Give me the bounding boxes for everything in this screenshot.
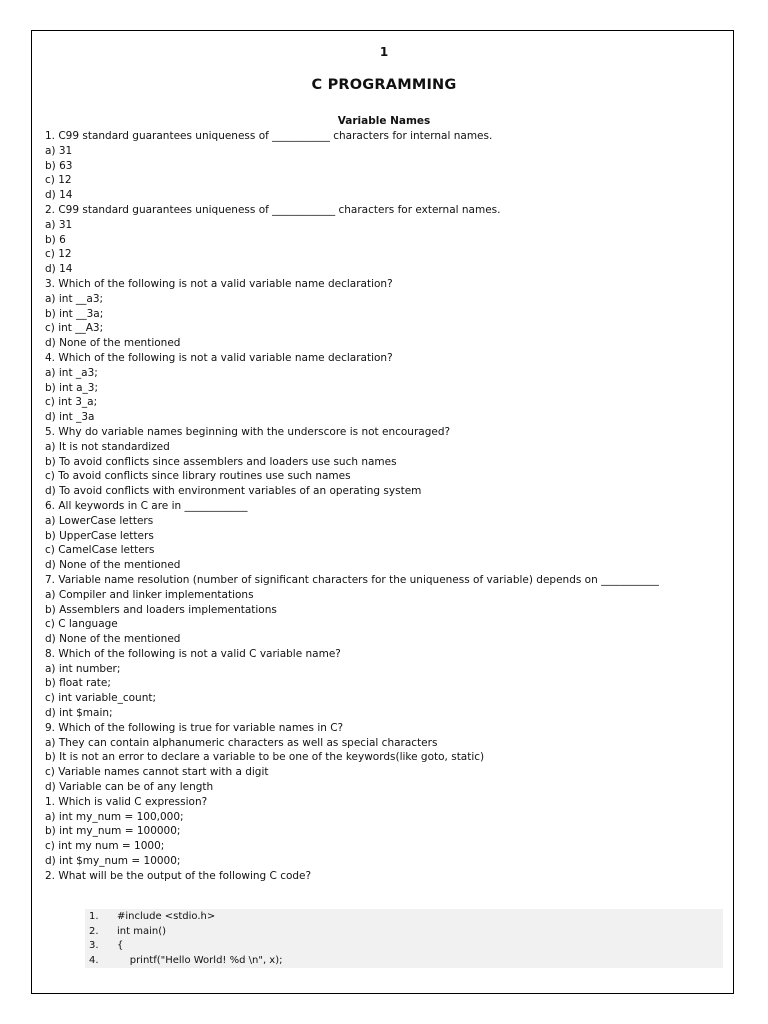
code-line-number: 2. bbox=[89, 925, 99, 937]
text-line: d) None of the mentioned bbox=[45, 559, 181, 572]
text-line: d) None of the mentioned bbox=[45, 633, 181, 646]
code-line-number: 3. bbox=[89, 940, 99, 952]
text-line: c) C language bbox=[45, 618, 118, 631]
text-line: c) 12 bbox=[45, 174, 72, 187]
text-line: d) None of the mentioned bbox=[45, 337, 181, 350]
document-title: C PROGRAMMING bbox=[311, 77, 457, 93]
code-line-text: { bbox=[117, 940, 124, 952]
text-line: d) int $my_num = 10000; bbox=[45, 855, 181, 868]
text-line: b) It is not an error to declare a variable to be one of the keywords(like goto, static) bbox=[45, 751, 485, 764]
section-title: Variable Names bbox=[337, 115, 431, 127]
text-line: a) It is not standardized bbox=[45, 440, 170, 453]
text-line: 3. Which of the following is not a valid variable name declaration? bbox=[45, 277, 393, 290]
text-line: a) LowerCase letters bbox=[45, 514, 154, 527]
code-line bbox=[85, 925, 723, 940]
code-line bbox=[85, 939, 723, 954]
text-line: a) They can contain alphanumeric characters as well as special characters bbox=[45, 736, 438, 749]
code-line-number: 1. bbox=[89, 911, 99, 922]
code-line-text: #include <stdio.h> bbox=[117, 911, 216, 922]
text-line: d) To avoid conflicts with environment variables of an operating system bbox=[45, 485, 422, 498]
code-line-number: 4. bbox=[89, 954, 99, 966]
code-line bbox=[85, 910, 723, 925]
text-line: b) UpperCase letters bbox=[45, 529, 154, 542]
code-snippet bbox=[85, 909, 723, 968]
text-line: b) float rate; bbox=[45, 677, 111, 690]
text-line: c) CamelCase letters bbox=[45, 544, 155, 557]
text-line: 2. What will be the output of the following C code? bbox=[45, 869, 312, 882]
text-line: b) int __3a; bbox=[45, 307, 104, 320]
page-number: 1 bbox=[379, 45, 389, 59]
text-line: a) int number; bbox=[45, 662, 121, 675]
text-line: 4. Which of the following is not a valid variable name declaration? bbox=[45, 351, 393, 364]
text-line: a) int my_num = 100,000; bbox=[45, 810, 184, 823]
text-line: 1. C99 standard guarantees uniqueness of ___________ characters for internal names. bbox=[45, 130, 493, 142]
question-list bbox=[45, 129, 725, 884]
text-line: d) int _3a bbox=[45, 411, 95, 424]
text-line: b) 6 bbox=[45, 233, 66, 246]
text-line: d) Variable can be of any length bbox=[45, 781, 214, 794]
text-line: c) To avoid conflicts since library routines use such names bbox=[45, 470, 351, 483]
text-line: c) int variable_count; bbox=[45, 692, 157, 705]
text-line: d) 14 bbox=[45, 263, 73, 276]
text-line: d) 14 bbox=[45, 189, 73, 202]
text-line: c) int __A3; bbox=[45, 322, 104, 335]
text-line: b) int a_3; bbox=[45, 381, 99, 394]
text-line: 5. Why do variable names beginning with the underscore is not encouraged? bbox=[45, 425, 451, 438]
text-line: 6. All keywords in C are in ____________ bbox=[45, 499, 248, 512]
text-line: b) int my_num = 100000; bbox=[45, 825, 181, 838]
text-line: 1. Which is valid C expression? bbox=[45, 795, 208, 808]
code-line bbox=[85, 954, 723, 969]
text-line: 9. Which of the following is true for variable names in C? bbox=[45, 721, 344, 734]
text-line: 8. Which of the following is not a valid C variable name? bbox=[45, 647, 341, 660]
text-line: a) int _a3; bbox=[45, 366, 98, 379]
code-line-text: int main() bbox=[117, 925, 167, 937]
text-line: 7. Variable name resolution (number of significant characters for the uniqueness of variable) depends on ___________ bbox=[45, 573, 659, 586]
text-line: a) Compiler and linker implementations bbox=[45, 588, 254, 601]
text-line: b) 63 bbox=[45, 159, 73, 172]
text-line: c) int my num = 1000; bbox=[45, 840, 165, 853]
code-line-text: printf("Hello World! %d \n", x); bbox=[117, 954, 283, 966]
text-line: d) int $main; bbox=[45, 707, 113, 720]
text-line: c) Variable names cannot start with a digit bbox=[45, 766, 269, 779]
text-line: a) 31 bbox=[45, 218, 73, 231]
text-line: 2. C99 standard guarantees uniqueness of ____________ characters for external names. bbox=[45, 203, 501, 216]
text-line: b) Assemblers and loaders implementations bbox=[45, 603, 277, 616]
text-line: a) 31 bbox=[45, 144, 73, 157]
text-line: c) 12 bbox=[45, 248, 72, 261]
text-line: b) To avoid conflicts since assemblers and loaders use such names bbox=[45, 455, 397, 468]
text-line: a) int __a3; bbox=[45, 292, 104, 305]
text-line: c) int 3_a; bbox=[45, 396, 98, 409]
